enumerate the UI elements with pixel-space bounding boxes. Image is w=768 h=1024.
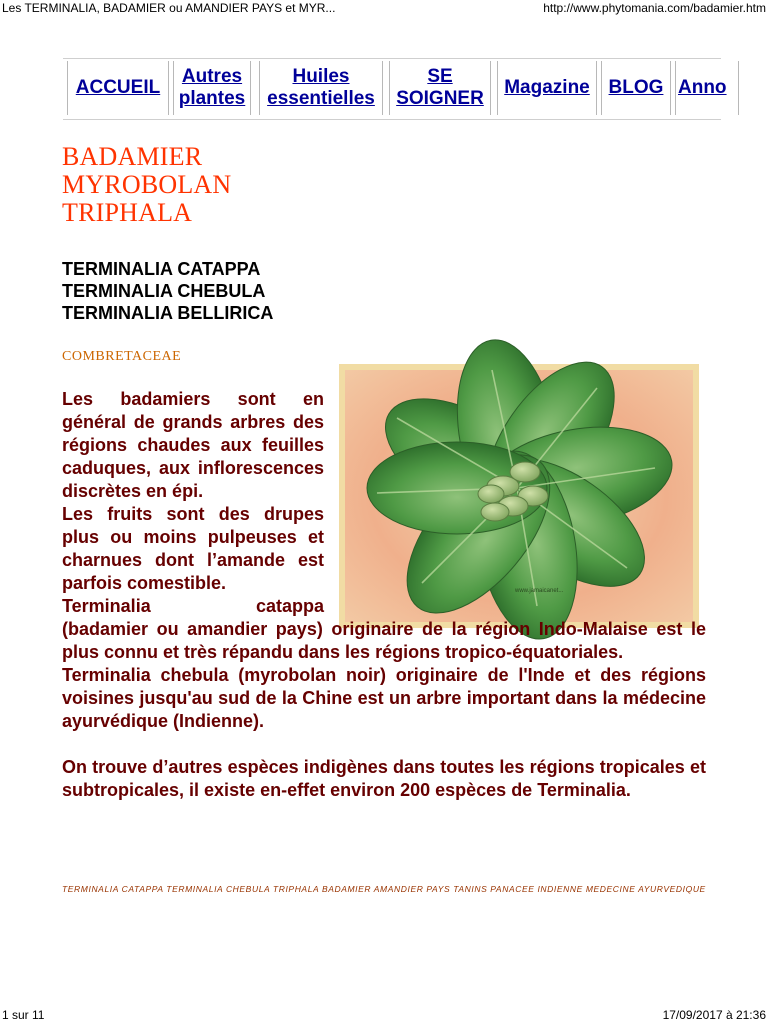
paragraph-chebula: Terminalia chebula (myrobolan noir) originaire de l'Inde et des régions voisines jusqu'au sud de la Chine est un arbre important dans la médecine ayurvédique (Indienne). [62, 665, 706, 731]
nav-blog-label: BLOG [608, 77, 664, 98]
paragraph-catappa-start: Terminalia catappa [62, 596, 324, 616]
nav-autres-label: Autres [181, 66, 243, 87]
nav-soigner-label: SOIGNER [396, 88, 484, 109]
print-url: http://www.phytomania.com/badamier.htm [543, 1, 766, 15]
nav-annonces-label: Anno [678, 77, 727, 98]
paragraph-description: Les badamiers sont en général de grands arbres des régions chaudes aux feuilles caduques, aux inflorescences discrètes en épi. [62, 389, 324, 501]
main-nav [63, 58, 727, 120]
species-chebula: TERMINALIA CHEBULA [62, 281, 266, 301]
nav-plantes-label: plantes [178, 88, 246, 109]
paragraph-spacer [62, 733, 706, 756]
title-line-myrobolan: MYROBOLAN [62, 170, 232, 199]
nav-blog[interactable] [601, 61, 671, 115]
nav-magazine-label: Magazine [504, 77, 590, 98]
species-list [62, 258, 462, 324]
keywords-footer: TERMINALIA CATAPPA TERMINALIA CHEBULA TRIPHALA BADAMIER AMANDIER PAYS TANINS PANACEE INDIENNE MEDECINE AYURVEDIQUE [62, 884, 706, 894]
print-footer [2, 1006, 766, 1024]
title-line-badamier: BADAMIER [62, 142, 203, 171]
print-page-title: Les TERMINALIA, BADAMIER ou AMANDIER PAYS et MYR... [2, 1, 336, 15]
nav-accueil[interactable] [67, 61, 169, 115]
photo-watermark: www.jamaicanet... [515, 588, 564, 594]
nav-autres-plantes[interactable] [173, 61, 251, 115]
paragraph-other-species: On trouve d’autres espèces indigènes dans toutes les régions tropicales et subtropicales, il existe en-effet environ 200 espèces de Terminalia. [62, 757, 706, 800]
print-page-number: 1 sur 11 [2, 1008, 45, 1022]
nav-magazine[interactable] [497, 61, 597, 115]
paragraph-catappa: (badamier ou amandier pays) originaire de la région Indo-Malaise est le plus connu et très répandu dans les régions tropico-équatoriales. [62, 619, 706, 662]
species-catappa: TERMINALIA CATAPPA [62, 259, 261, 279]
nav-annonces[interactable] [675, 61, 739, 115]
title-line-triphala: TRIPHALA [62, 198, 193, 227]
print-header [2, 0, 766, 16]
article-body [62, 388, 706, 802]
family-label: COMBRETACEAE [62, 349, 182, 364]
nav-huiles-essentielles[interactable] [259, 61, 383, 115]
print-datetime: 17/09/2017 à 21:36 [662, 1008, 766, 1022]
nav-essentielles-label: essentielles [267, 88, 375, 109]
species-bellirica: TERMINALIA BELLIRICA [62, 303, 274, 323]
nav-accueil-label: ACCUEIL [75, 77, 161, 98]
paragraph-fruits: Les fruits sont des drupes plus ou moins pulpeuses et charnues dont l’amande est parfois comestible. [62, 504, 324, 593]
nav-se-soigner[interactable] [389, 61, 491, 115]
nav-se-label: SE [427, 66, 453, 87]
nav-huiles-label: Huiles [292, 66, 350, 87]
page-title [62, 143, 362, 227]
